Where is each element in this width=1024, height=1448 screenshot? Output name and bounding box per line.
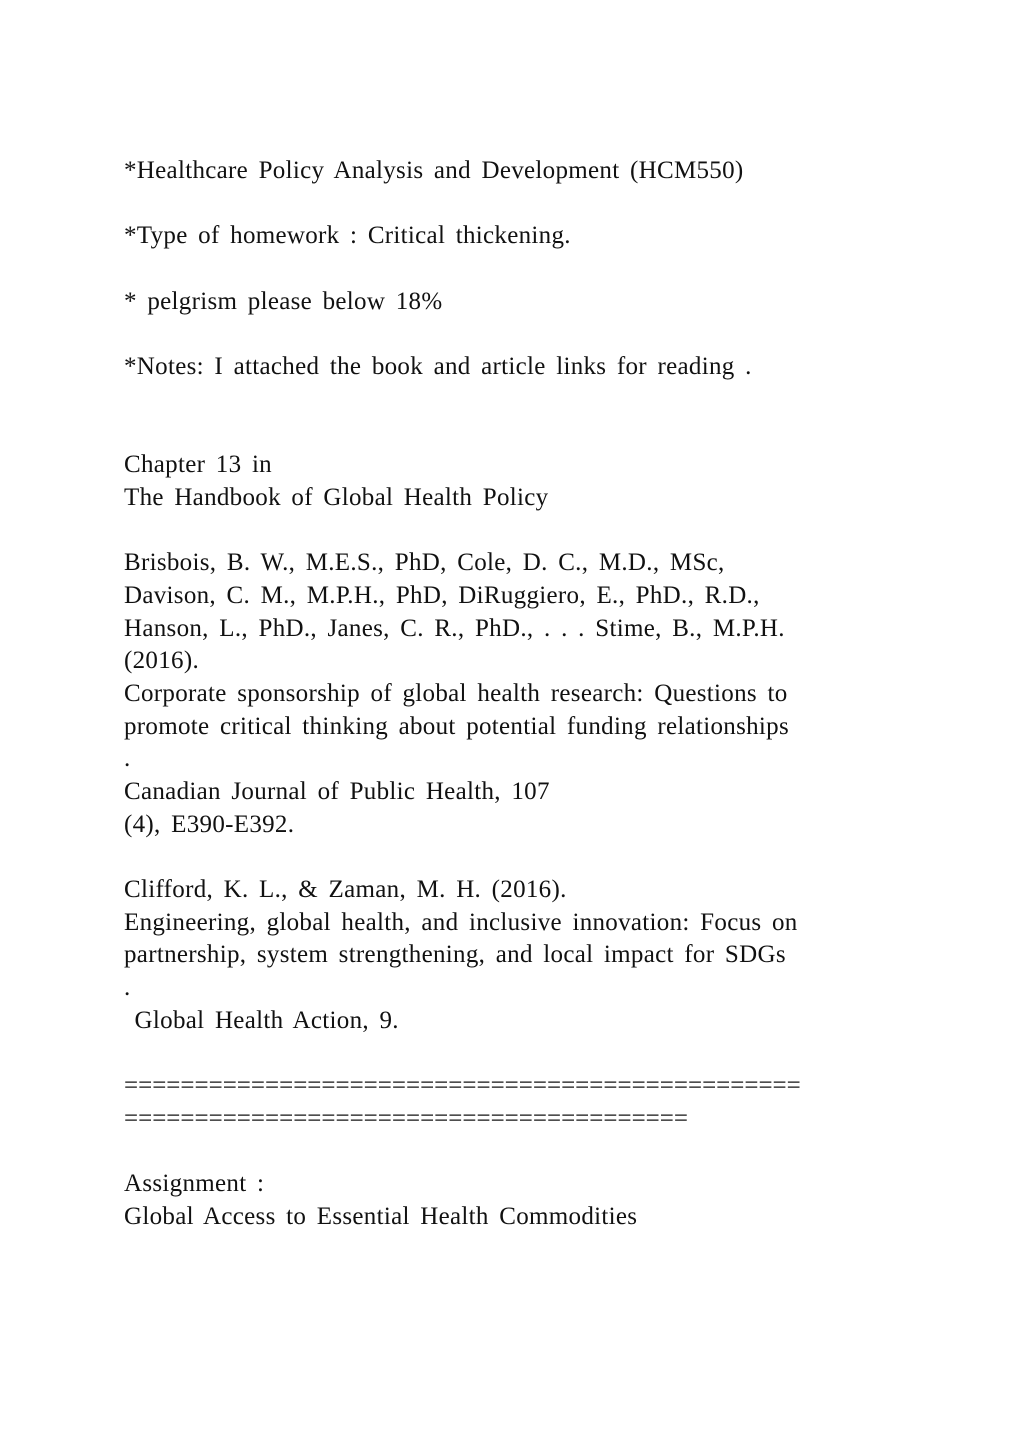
plagiarism-line: * pelgrism please below 18%	[124, 288, 443, 315]
chapter-line: Chapter 13 in	[124, 451, 272, 478]
separator-rule: ========================================	[124, 1105, 688, 1132]
citation-line: promote critical thinking about potential funding relationships	[124, 713, 789, 740]
citation-line: .	[124, 745, 131, 772]
citation-line: Engineering, global health, and inclusive innovation: Focus on	[124, 909, 798, 936]
citation-line: (4), E390-E392.	[124, 811, 295, 838]
citation-line: Canadian Journal of Public Health, 107	[124, 778, 550, 805]
homework-type-line: *Type of homework : Critical thickening.	[124, 222, 571, 249]
notes-line: *Notes: I attached the book and article links for reading .	[124, 353, 752, 380]
citation-line: Hanson, L., PhD., Janes, C. R., PhD., . . . Stime, B., M.P.H.	[124, 615, 785, 642]
assignment-label: Assignment :	[124, 1170, 265, 1197]
separator-rule: ================================================	[124, 1072, 801, 1099]
citation-line: Corporate sponsorship of global health research: Questions to	[124, 680, 788, 707]
course-title-line: *Healthcare Policy Analysis and Development (HCM550)	[124, 157, 744, 184]
book-title-line: The Handbook of Global Health Policy	[124, 484, 549, 511]
assignment-topic: Global Access to Essential Health Commodities	[124, 1203, 638, 1230]
citation-line: (2016).	[124, 647, 200, 674]
citation-line: Global Health Action, 9.	[124, 1007, 399, 1034]
citation-line: partnership, system strengthening, and local impact for SDGs	[124, 941, 786, 968]
citation-line: .	[124, 974, 131, 1001]
citation-line: Brisbois, B. W., M.E.S., PhD, Cole, D. C., M.D., MSc,	[124, 549, 725, 576]
citation-line: Clifford, K. L., & Zaman, M. H. (2016).	[124, 876, 567, 903]
citation-line: Davison, C. M., M.P.H., PhD, DiRuggiero, E., PhD., R.D.,	[124, 582, 760, 609]
